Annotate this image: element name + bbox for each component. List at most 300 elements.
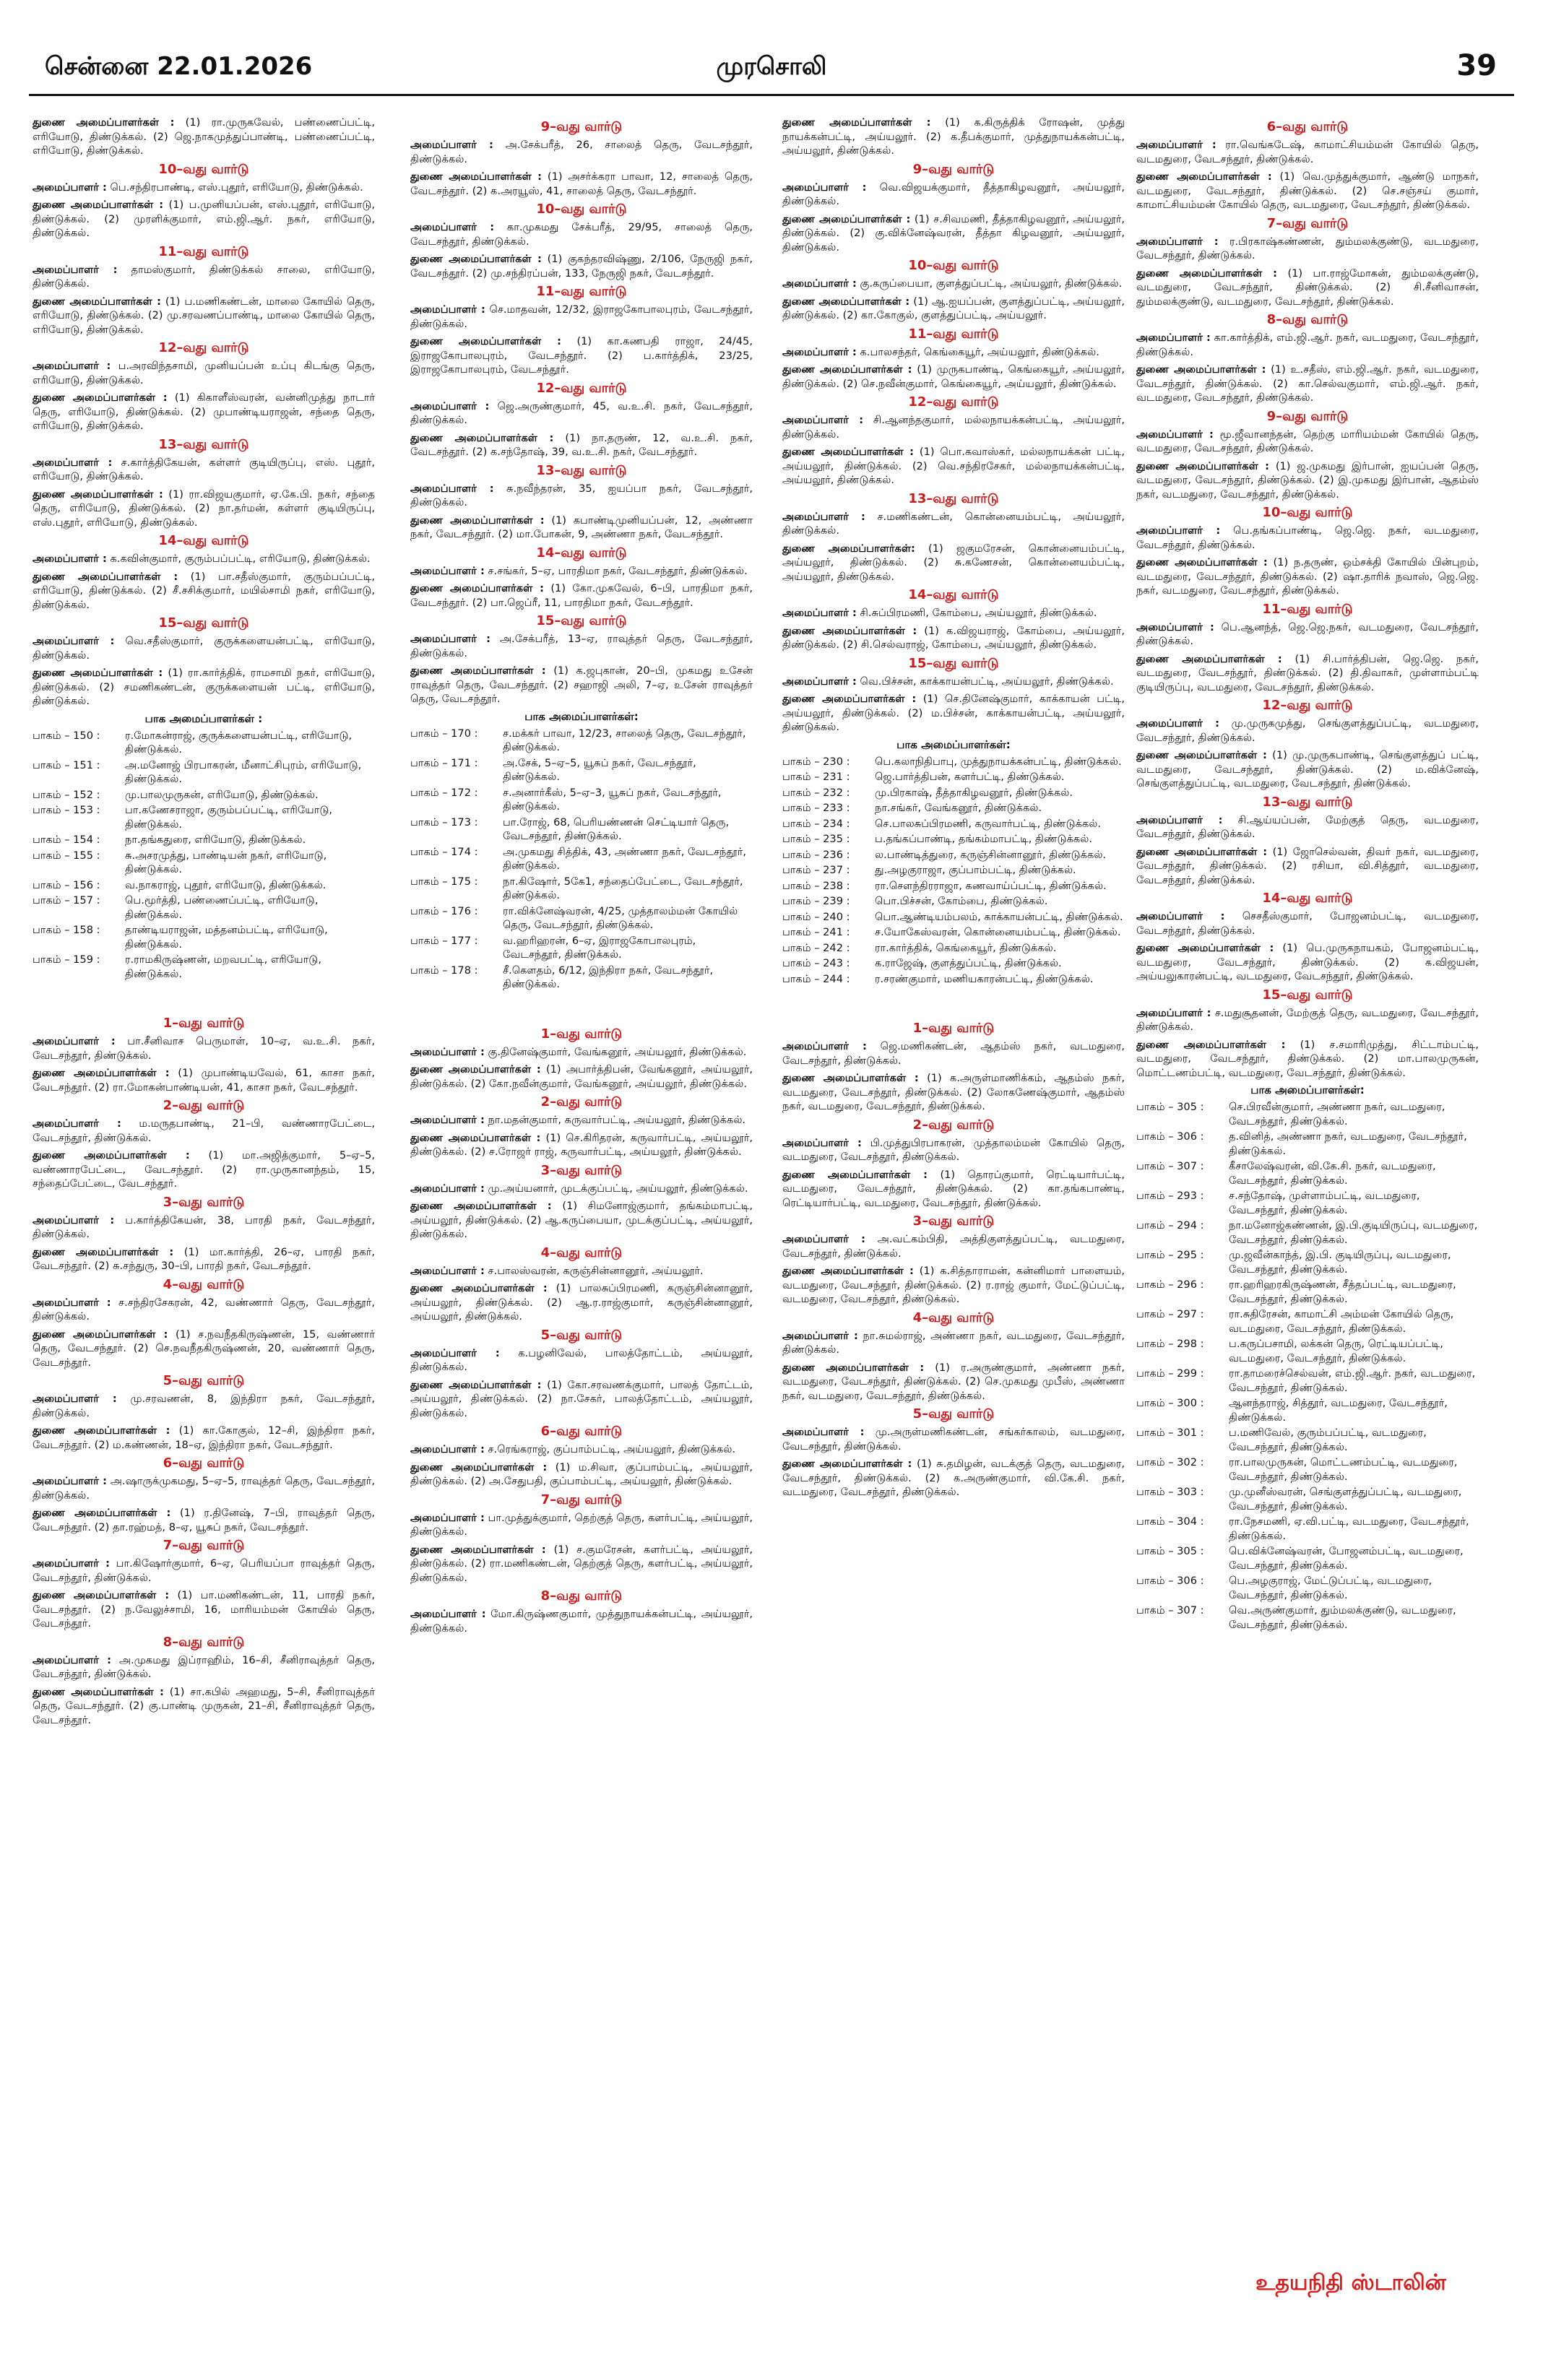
booth-member: மு.பாலமுருகன், எரியோடு, திண்டுக்கல். [125, 788, 319, 801]
role-label: அமைப்பாளர் : [782, 1233, 865, 1245]
office-bearer-entry [33, 456, 375, 484]
role-label: அமைப்பாளர் : [33, 635, 115, 647]
booth-member: செ.பிரவீன்குமார், அண்ணா நகர், வடமதுரை, வேடசந்தூர், திண்டுக்கல். [1229, 1101, 1445, 1128]
role-label: துணை அமைப்பாளர்கள் : [782, 116, 931, 129]
role-label: துணை அமைப்பாளர்கள் : [33, 488, 163, 501]
role-label: துணை அமைப்பாளர்கள் : [1136, 459, 1269, 472]
booth-number: பாகம் – 296 : [1136, 1278, 1204, 1291]
role-label: அமைப்பாளர் : [1136, 332, 1211, 344]
booth-number: பாகம் – 175 : [410, 875, 478, 888]
role-label: துணை அமைப்பாளர்கள் : [410, 1200, 552, 1212]
member-details: (1) மா.கார்த்தி, 26–ஏ, பாரதி நகர், வேடசந்தூர். (2) சு.சந்துரு, 30–பி, பாரதி நகர், வேடசந்தூர். [33, 1245, 375, 1272]
office-bearer-entry [410, 581, 753, 610]
ward-heading: 11–வது வார்டு [1262, 601, 1353, 617]
member-details: பெ.சந்திரபாண்டி, எஸ்.புதூர், எரியோடு, திண்டுக்கல். [110, 181, 363, 194]
booth-member: ச.யோகேஸ்வரன், கொன்னையம்பட்டி, திண்டுக்கல். [875, 926, 1121, 938]
office-bearer-entry [410, 252, 753, 280]
role-label: துணை அமைப்பாளர்கள் : [1136, 363, 1266, 376]
column-4 [1136, 116, 1479, 2297]
member-details: (1) ந.தருண், ஒம்சக்தி கோயில் பின்புறம், வடமதுரை, வேடசந்தூர், திண்டுக்கல். (2) ஷா.தாரிக் நவாஸ், ஜெ.ஜெ. நகர், வடமதுரை, வேடசந்தூர், திண்டுக்கல். [1136, 556, 1479, 597]
booth-entry [1136, 1574, 1479, 1602]
office-bearer-entry [1136, 555, 1479, 598]
office-bearer-entry [410, 482, 753, 510]
role-label: துணை அமைப்பாளர்கள் : [410, 431, 554, 444]
member-details: செசதீஸ்குமார், போஜனம்பட்டி, வடமதுரை, வேடசந்தூர், திண்டுக்கல். [1136, 910, 1479, 937]
office-bearer-entry [1136, 748, 1479, 791]
role-label: துணை அமைப்பாளர்கள் : [410, 665, 546, 677]
role-label: அமைப்பாளர் : [1136, 428, 1214, 441]
ward-heading: 11–வது வார்டு [536, 284, 627, 299]
member-details: (1) ர.தினேஷ், 7–பி, ராவுத்தர் தெரு, வேடசந்தூர். (2) தா.ரஹ்மத், 8–ஏ, யூசுப் நகர், வேடசந்தூர். [33, 1507, 375, 1533]
member-details: மு.அருள்மணிகண்டன், சங்கர்காலம், வடமதுரை, வேடசந்தூர், திண்டுக்கல். [782, 1426, 1125, 1453]
booth-number: பாகம் – 243 : [782, 957, 850, 969]
role-label: துணை அமைப்பாளர்கள் : [33, 295, 161, 308]
member-details: சி.ஆய்யப்பன், மேற்குத் தெரு, வடமதுரை, வேடசந்தூர், திண்டுக்கல். [1136, 813, 1479, 840]
member-details: ப.அரவிந்தசாமி, முனியப்பன் உப்பு கிடங்கு தெரு, எரியோடு, திண்டுக்கல். [33, 360, 375, 386]
ward-heading: 14–வது வார்டு [158, 533, 249, 548]
booth-entry [782, 863, 1125, 878]
office-bearer-entry [782, 1136, 1125, 1164]
member-details: (1) முபாண்டியவேல், 61, காசா நகர், வேடசந்தூர். (2) ரா.மோகன்பாண்டியன், 41, காசா நகர், வேடசந்தூர். [33, 1067, 375, 1094]
member-details: (1) ஜோசெல்வன், திவர் நகர், வடமதுரை, வேடசந்தூர், திண்டுக்கல். (2) ரசியா, வி.சித்தூர், வடமதுரை, வேடசந்தூர், திண்டுக்கல். [1136, 845, 1479, 886]
member-details: (1) ச.சமாரிமுத்து, சிட்டாம்பட்டி, வடமதுரை, வேடசந்தூர், திண்டுக்கல். (2) மா.பாலமுருகன், மொட்டணம்பட்டி, வடமதுரை, வேடசந்தூர், திண்டுக்கல். [1136, 1038, 1479, 1079]
member-details: தாமஸ்குமார், திண்டுக்கல் சாலை, எரியோடு, திண்டுக்கல். [33, 263, 375, 290]
member-details: அ.வட்கம்பிதி, அத்திகுளத்துப்பட்டி, வடமதுரை, வேடசந்தூர், திண்டுக்கல். [782, 1233, 1125, 1260]
role-label: துணை அமைப்பாளர்கள் : [33, 1067, 170, 1079]
office-bearer-entry [1136, 652, 1479, 695]
ward-heading: 3–வது வார்டு [540, 1162, 623, 1178]
role-label: அமைப்பாளர் : [33, 553, 107, 565]
member-details: ச.ரெங்கராஜ், குப்பாம்பட்டி, அய்யலூர், திண்டுக்கல். [488, 1443, 736, 1455]
role-label: அமைப்பாளர் : [410, 633, 491, 645]
ward-heading: 7–வது வார்டு [1266, 215, 1349, 231]
booth-member: பா.ரோஜ், 68, பெரியண்ணன் செட்டியார் தெரு, வேடசந்தூர், திண்டுக்கல். [503, 815, 730, 842]
office-bearer-entry [33, 1424, 375, 1452]
booth-number: பாகம் – 159 : [33, 953, 100, 966]
role-label: அமைப்பாளர் : [782, 345, 857, 358]
booth-member: த.வினித், அண்ணா நகர், வடமதுரை, வேடசந்தூர், திண்டுக்கல். [1229, 1130, 1467, 1157]
member-details: ச.மதுசூதனன், மேற்குத் தெரு, வடமதுரை, வேடசந்தூர், திண்டுக்கல். [1136, 1006, 1479, 1033]
booth-number: பாகம் – 242 : [782, 941, 850, 954]
member-details: வெ.விஜயக்குமார், தீத்தாகிழவனூர், அய்யலூர், திண்டுக்கல். [782, 181, 1125, 207]
booth-member: க.ராஜேஷ், குளத்துப்பட்டி, திண்டுக்கல். [875, 957, 1062, 969]
member-details: அ.ஷாருக்முகமது, 5–ஏ–5, ராவுத்தர் தெரு, வேடசந்தூர், திண்டுக்கல். [33, 1475, 375, 1502]
booth-entry [782, 910, 1125, 925]
office-bearer-entry [410, 1045, 753, 1060]
booth-member: ர.சரண்குமார், மணியகாரன்பட்டி, திண்டுக்கல். [875, 972, 1094, 985]
role-label: துணை அமைப்பாளர்கள் : [33, 1149, 190, 1161]
role-label: அமைப்பாளர் : [33, 1213, 115, 1226]
office-bearer-entry [782, 606, 1125, 620]
booth-number: பாகம் – 178 : [410, 964, 478, 977]
role-label: அமைப்பாளர் : [782, 1136, 862, 1149]
office-bearer-entry [33, 1117, 375, 1145]
booth-entry [1136, 1455, 1479, 1484]
booth-member: ச.அனார்கீஸ், 5–ஏ–3, யூசுப் நகர், வேடசந்தூர், திண்டுக்கல். [503, 786, 722, 813]
booth-entry [1136, 1130, 1479, 1158]
role-label: அமைப்பாளர் : [33, 1117, 121, 1130]
office-bearer-entry [782, 277, 1125, 291]
office-bearer-entry [33, 1148, 375, 1191]
booth-entry [410, 845, 753, 873]
booth-entry [1136, 1396, 1479, 1424]
booth-member: மு.பிரகாஷ், தீத்தாகிழவனூர், திண்டுக்கல். [875, 786, 1073, 799]
booth-number: பாகம் – 233 : [782, 802, 850, 814]
role-label: அமைப்பாளர் : [410, 564, 485, 577]
role-label: துணை அமைப்பாளர்கள் : [33, 1424, 170, 1437]
booth-number: பாகம் – 306 : [1136, 1130, 1204, 1143]
booth-member: சு.அசரமுத்து, பாண்டியன் நகர், எரியோடு, திண்டுக்கல். [125, 849, 327, 875]
role-label: அமைப்பாளர் : [1136, 1006, 1211, 1019]
booth-entry [410, 904, 753, 932]
booth-entry [1136, 1278, 1479, 1306]
booth-number: பாகம் – 238 : [782, 879, 850, 892]
member-details: (1) க.ஜபுகான், 20–பி, முகமது உசேன் ராவுத்தர் தெரு, வேடசந்தூர். (2) சஹாஜி அலி, 7–ஏ, உசேன் ராவுத்தர் தெரு, வேடசந்தூர். [410, 665, 753, 705]
member-details: கு.தினேஷ்குமார், வேங்கனூர், அய்யலூர், திண்டுக்கல். [488, 1045, 747, 1058]
member-details: க.பழனிவேல், பாலத்தோட்டம், அய்யலூர், திண்டுக்கல். [410, 1346, 753, 1373]
role-label: துணை அமைப்பாளர்கள் : [782, 693, 917, 705]
ward-heading: 15–வது வார்டு [536, 613, 627, 628]
role-label: துணை அமைப்பாளர்கள்: [782, 542, 915, 555]
booth-number: பாகம் – 158 : [33, 924, 100, 936]
booth-number: பாகம் – 232 : [782, 786, 850, 799]
member-details: (1) ரா.விஜயகுமார், ஏ.கே.பி. நகர், சந்தை தெரு, எரியோடு, திண்டுக்கல். (2) நா.தர்மன், கள்ளர் குடியிருப்பு, எஸ்.புதூர், எரியோடு, திண்டுக்கல். [33, 488, 375, 529]
office-bearer-entry [33, 1474, 375, 1502]
role-label: அமைப்பாளர் : [33, 1035, 116, 1047]
ward-heading: 9–வது வார்டு [1266, 408, 1349, 424]
booth-entry [1136, 1159, 1479, 1187]
role-label: துணை அமைப்பாளர்கள் : [782, 363, 912, 376]
role-label: துணை அமைப்பாளர்கள் : [1136, 749, 1267, 761]
booth-member: நா.சங்கர், வேங்கனூர், திண்டுக்கல். [875, 802, 1042, 814]
booth-number: பாகம் – 234 : [782, 817, 850, 830]
office-bearer-entry [410, 1264, 753, 1278]
member-details: ரா.வெங்கடேஷ், காமாட்சியம்மன் கோயில் தெரு, வடமதுரை, வேடசந்தூர், திண்டுக்கல். [1136, 139, 1479, 165]
booth-number: பாகம் – 305 : [1136, 1545, 1204, 1557]
booth-member: ப.கருப்பசாமி, லக்கன் தெரு, ரெட்டியப்பட்டி, வடமதுரை, வேடசந்தூர், திண்டுக்கல். [1229, 1338, 1443, 1364]
booth-number: பாகம் – 154 : [33, 834, 100, 846]
office-bearer-entry [33, 666, 375, 709]
office-bearer-entry [410, 1461, 753, 1489]
booth-member: ப.மணிவேல், குரும்பப்பட்டி, வடமதுரை, வேடசந்தூர், திண்டுக்கல். [1229, 1427, 1427, 1453]
booth-member: ரா.சுதிரேசன், காமாட்சி அம்மன் கோயில் தெரு, வடமதுரை, வேடசந்தூர், திண்டுக்கல். [1229, 1308, 1454, 1335]
office-bearer-entry [782, 363, 1125, 391]
office-bearer-entry [1136, 909, 1479, 938]
ward-heading: 6–வது வார்டு [1266, 119, 1349, 134]
office-bearer-entry [33, 359, 375, 387]
ward-heading: 6–வது வார்டு [540, 1424, 623, 1439]
ward-heading: 8–வது வார்டு [1266, 312, 1349, 327]
office-bearer-entry [410, 1511, 753, 1539]
ward-heading: 12–வது வார்டு [158, 340, 249, 355]
office-bearer-entry [782, 1361, 1125, 1403]
office-bearer-entry [33, 1392, 375, 1420]
booth-number: பாகம் – 306 : [1136, 1575, 1204, 1587]
ward-heading: 2–வது வார்டு [912, 1117, 995, 1133]
member-details: (1) கோ.சரவணக்குமார், பாலத் தோட்டம், அய்யலூர், திண்டுக்கல். (2) நா.சேகர், பாலத்தோட்டம், அய்யலூர், திண்டுக்கல். [410, 1378, 753, 1419]
office-bearer-entry [1136, 717, 1479, 745]
booth-member: ரா.நேசமணி, ஏ.வி.பட்டி, வடமதுரை, வேடசந்தூர், திண்டுக்கல். [1229, 1515, 1469, 1542]
page-header [29, 43, 1514, 96]
member-details: (1) செ.தினேஷ்குமார், காக்காயன் பட்டி, அய்யலூர், திண்டுக்கல். (2) ம.பிச்சன், காக்காயன்பட்டி, அய்யலூர், திண்டுக்கல். [782, 693, 1125, 733]
role-label: துணை அமைப்பாளர்கள் : [410, 1461, 548, 1474]
office-bearer-entry [1136, 1006, 1479, 1034]
office-bearer-entry [33, 181, 375, 195]
role-label: அமைப்பாளர் : [410, 482, 494, 495]
office-bearer-entry [410, 1199, 753, 1242]
role-label: அமைப்பாளர் : [1136, 717, 1219, 730]
office-bearer-entry [782, 212, 1125, 255]
member-details: ப.கார்த்திகேயன், 38, பாரதி நகர், வேடசந்தூர், திண்டுக்கல். [33, 1213, 375, 1240]
office-bearer-entry [33, 263, 375, 291]
role-label: துணை அமைப்பாளர்கள் : [410, 1282, 548, 1294]
member-details: கு.கருப்பையா, குளத்துப்பட்டி, அய்யலூர், திண்டுக்கல். [860, 277, 1123, 290]
role-label: அமைப்பாளர் : [1136, 910, 1225, 922]
role-label: துணை அமைப்பாளர்கள் : [782, 1458, 912, 1470]
booth-member: ச.சந்தோஷ், முள்ளாம்பட்டி, வடமதுரை, வேடசந்தூர், திண்டுக்கல். [1229, 1190, 1420, 1216]
member-details: (1) ஆ.ஐயப்பன், குளத்துப்பட்டி, அய்யலூர், திண்டுக்கல். (2) கா.கோகுல், குளத்துப்பட்டி, அய்யலூர். [782, 295, 1125, 321]
office-bearer-entry [33, 634, 375, 662]
ward-heading: 11–வது வார்டு [908, 326, 999, 342]
member-details: ச.சங்கர், 5–ஏ, பாரதிமா நகர், வேடசந்தூர், திண்டுக்கல். [488, 564, 748, 577]
ward-heading: 7–வது வார்டு [163, 1538, 245, 1553]
office-bearer-entry [782, 413, 1125, 441]
member-details: ச.மணிகண்டன், கொன்னையம்பட்டி, அய்யலூர், திண்டுக்கல். [782, 510, 1125, 537]
booth-number: பாகம் – 307 : [1136, 1160, 1204, 1172]
member-details: (1) ச.சிவமணி, தீத்தாகிழவனூர், அய்யலூர், திண்டுக்கல். (2) கு.விக்னேஷ்வரன், தீத்தா கிழவனூர், அய்யலூர், திண்டுக்கல். [782, 212, 1125, 254]
office-bearer-entry [410, 1607, 753, 1635]
booth-entry [33, 878, 375, 893]
booth-number: பாகம் – 171 : [410, 756, 478, 769]
member-details: (1) சிமனோஜ்குமார், தங்கம்மாபட்டி, அய்யலூர், திண்டுக்கல். (2) ஆ.கருப்பையா, முடக்குப்பட்டி, அய்யலூர், திண்டுக்கல். [410, 1200, 753, 1240]
office-bearer-entry [410, 334, 753, 377]
office-bearer-entry [782, 675, 1125, 689]
member-details: நா.சுமல்ராஜ், அண்ணா நகர், வடமதுரை, வேடசந்தூர், திண்டுக்கல். [782, 1329, 1125, 1356]
member-details: அ.சேக்பரீத், 13–ஏ, ராவுத்தர் தெரு, வேடசந்தூர், திண்டுக்கல். [410, 633, 753, 659]
office-bearer-entry [33, 1328, 375, 1370]
booth-number: பாகம் – 237 : [782, 864, 850, 876]
role-label: அமைப்பாளர் : [782, 607, 857, 619]
office-bearer-entry [410, 664, 753, 706]
office-bearer-entry [33, 1213, 375, 1242]
role-label: அமைப்பாளர் : [33, 1475, 107, 1487]
role-label: அமைப்பாளர் : [33, 360, 111, 372]
member-details: பெ.தங்கப்பாண்டி, ஜெ.ஜெ. நகர், வடமதுரை, வேடசந்தூர், திண்டுக்கல். [1136, 524, 1479, 551]
booth-member: சீ.கௌதம், 6/12, இந்திரா நகர், வேடசந்தூர், திண்டுக்கல். [503, 964, 714, 990]
booth-number: பாகம் – 172 : [410, 786, 478, 799]
role-label: துணை அமைப்பாளர்கள் : [1136, 1038, 1286, 1051]
booth-entry [1136, 1337, 1479, 1365]
role-label: அமைப்பாளர் : [33, 456, 113, 469]
booth-section-heading: பாக அமைப்பாளர்கள்: [524, 709, 639, 723]
member-details: (1) பெ.முருகநாயகம், போஜனம்பட்டி, வடமதுரை, வேடசந்தூர், திண்டுக்கல். (2) க.விஜயன், அய்யலுகாரன்பட்டி, வடமதுரை, வேடசந்தூர், திண்டுக்கல். [1136, 942, 1479, 982]
role-label: அமைப்பாளர் : [782, 1329, 858, 1342]
booth-number: பாகம் – 241 : [782, 926, 850, 938]
ward-heading: 10–வது வார்டு [158, 161, 249, 177]
role-label: அமைப்பாளர் : [33, 263, 118, 276]
role-label: அமைப்பாளர் : [410, 1443, 485, 1455]
member-details: (1) கோ.முகவேல், 6–பி, பாரதிமா நகர், வேடசந்தூர். (2) பா.ஜெப்ரீ, 11, பாரதிமா நகர், வேடசந்தூர். [410, 582, 753, 609]
booth-number: பாகம் – 239 : [782, 895, 850, 907]
role-label: துணை அமைப்பாளர்கள் : [782, 295, 910, 308]
booth-number: பாகம் – 173 : [410, 815, 478, 828]
role-label: அமைப்பாளர் : [782, 414, 864, 426]
booth-number: பாகம் – 295 : [1136, 1249, 1204, 1261]
booth-number: பாகம் – 151 : [33, 758, 100, 771]
member-details: ச.பாலஸ்வரன், கருஞ்சின்னானூர், அய்யலூர். [488, 1264, 704, 1277]
office-bearer-entry [782, 1329, 1125, 1357]
role-label: துணை அமைப்பாளர்கள் : [33, 391, 168, 404]
ward-heading: 3–வது வார்டு [912, 1213, 995, 1229]
booth-entry [410, 756, 753, 784]
office-bearer-entry [33, 295, 375, 337]
booth-number: பாகம் – 231 : [782, 771, 850, 783]
booth-entry [410, 727, 753, 755]
booth-entry [782, 956, 1125, 971]
office-bearer-entry [782, 295, 1125, 323]
member-details: (1) சி.பார்த்திபன், ஜெ.ஜெ. நகர், வடமதுரை, வேடசந்தூர், திண்டுக்கல். (2) தி.திவாகர், முள்ளாம்பட்டி குடியிருப்பு, வடமதுரை, வேடசந்தூர், திண்டுக்கல். [1136, 652, 1479, 693]
role-label: அமைப்பாளர் : [410, 139, 493, 151]
booth-entry [33, 788, 375, 802]
booth-member: வ.நாகராஜ், புதூர், எரியோடு, திண்டுக்கல். [125, 878, 327, 891]
role-label: துணை அமைப்பாளர்கள் : [33, 1685, 164, 1698]
role-label: அமைப்பாளர் : [782, 181, 867, 194]
role-label: துணை அமைப்பாளர்கள் : [782, 1168, 928, 1181]
office-bearer-entry [1136, 428, 1479, 456]
member-details: (1) மா.அஜித்குமார், 5–ஏ–5, வண்ணாரபேட்டை, வேடசந்தூர். (2) ரா.முருகானந்தம், 15, சந்தைப்பேட்டை, வேடசந்தூர். [33, 1149, 375, 1190]
booth-section-heading: பாக அமைப்பாளர்கள்: [896, 737, 1011, 751]
booth-member: பெ.அழகுராஜ், மேட்டுப்பட்டி, வடமதுரை, வேடசந்தூர், திண்டுக்கல். [1229, 1575, 1432, 1601]
member-details: (1) வெ.முத்துக்குமார், ஆண்டு மாநகர், வடமதுரை, வேடசந்தூர், திண்டுக்கல். (2) செ.சஞ்சய் குமார், காமாட்சியம்மன் கோயில் தெரு, வடமதுரை, வேடசந்தூர், திண்டுக்கல். [1136, 170, 1479, 211]
booth-number: பாகம் – 157 : [33, 894, 100, 906]
office-bearer-entry [410, 1281, 753, 1324]
role-label: அமைப்பாளர் : [1136, 620, 1214, 633]
member-details: ர.பிரகாஷ்கண்ணன், தும்மலக்குண்டு, வடமதுரை, வேடசந்தூர், திண்டுக்கல். [1136, 235, 1479, 261]
column-3 [782, 116, 1125, 2297]
booth-entry [782, 848, 1125, 862]
role-label: அமைப்பாளர் : [410, 1182, 485, 1195]
member-details: சி.ஆனந்தகுமார், மல்லநாயக்கன்பட்டி, அய்யலூர், திண்டுக்கல். [782, 414, 1125, 441]
member-details: (1) ர.அருண்குமார், அண்ணா நகர், வடமதுரை, வேடசந்தூர், திண்டுக்கல். (2) செ.முகமது முபீஸ், அண்ணா நகர், வடமதுரை, வேடசந்தூர், திண்டுக்கல். [782, 1361, 1125, 1402]
member-details: (1) ப.முனியப்பன், எஸ்.புதூர், எரியோடு, திண்டுக்கல். (2) முரளிக்குமார், எம்.ஜி.ஆர். நகர், எரியோடு, திண்டுக்கல். [33, 199, 375, 239]
role-label: துணை அமைப்பாளர்கள் : [410, 582, 544, 594]
booth-number: பாகம் – 230 : [782, 755, 850, 768]
role-label: அமைப்பாளர் : [410, 1114, 485, 1126]
role-label: துணை அமைப்பாளர்கள் : [782, 446, 914, 458]
member-details: சு.நவீந்தரன், 35, ஐயப்பா நகர், வேடசந்தூர், திண்டுக்கல். [410, 482, 753, 509]
member-details: (1) கிகாளீஸ்வரன், வன்னிமுத்து நாடார் தெரு, எரியோடு, திண்டுக்கல். (2) முபாண்டியராஜன், சந்தை தெரு, எரியோடு, திண்டுக்கல். [33, 391, 375, 432]
booth-entry [410, 964, 753, 992]
role-label: அமைப்பாளர் : [782, 277, 857, 290]
ward-heading: 15–வது வார்டு [908, 655, 999, 671]
newspaper-name: முரசொலி [716, 52, 827, 81]
member-details: (1) செ.கிரிதரன், கருவார்பட்டி, அய்யலூர், திண்டுக்கல். (2) ச.ரோஜர் ராஜ், கருவார்பட்டி, அய்யலூர், திண்டுக்கல். [410, 1131, 753, 1158]
member-details: வெ.பிச்சன், காக்காயன்பட்டி, அய்யலூர், திண்டுக்கல். [860, 675, 1114, 688]
member-details: (1) ரா.கார்த்திக், ராமசாமி நகர், எரியோடு, திண்டுக்கல். (2) சமணிகண்டன், குருக்களையன் பட்டி, எரியோடு, திண்டுக்கல். [33, 667, 375, 707]
booth-member: அ.சேக், 5–ஏ–5, யூசுப் நகர், வேடசந்தூர், திண்டுக்கல். [503, 756, 696, 783]
office-bearer-entry [782, 1071, 1125, 1114]
role-label: அமைப்பாளர் : [33, 1393, 117, 1405]
role-label: அமைப்பாளர் : [410, 303, 485, 316]
column-1 [33, 116, 375, 2297]
office-bearer-entry [33, 570, 375, 613]
role-label: துணை அமைப்பாளர்கள் : [782, 1265, 914, 1277]
booth-number: பாகம் – 240 : [782, 910, 850, 923]
booth-member: கீசாலேஷ்வரன், வி.கே.சி. நகர், வடமதுரை, வேடசந்தூர், திண்டுக்கல். [1229, 1160, 1436, 1187]
ward-heading: 12–வது வார்டு [908, 394, 999, 410]
member-details: (1) அபார்த்திபன், வேங்கனூர், அய்யலூர், திண்டுக்கல். (2) கோ.நவீன்குமார், வேங்கனூர், அய்யலூர், திண்டுக்கல். [410, 1063, 753, 1090]
booth-member: மு.ஜவீன்காந்த், இ.பி. குடியிருப்பு, வடமதுரை, வேடசந்தூர், திண்டுக்கல். [1229, 1249, 1451, 1276]
office-bearer-entry [33, 488, 375, 530]
booth-entry [782, 755, 1125, 769]
role-label: அமைப்பாளர் : [33, 1296, 111, 1309]
booth-member: ச.மக்கர் பாவா, 12/23, சாலைத் தெரு, வேடசந்தூர், திண்டுக்கல். [503, 727, 746, 753]
member-details: (1) ம.சிவா, குப்பாம்பட்டி, அய்யலூர், திண்டுக்கல். (2) அ.சேதுபதி, குப்பாம்பட்டி, அய்யலூர், திண்டுக்கல். [410, 1461, 753, 1487]
ward-heading: 12–வது வார்டு [536, 380, 627, 396]
booth-member: நா.கிஷோர், 5கே1, சந்தைப்பேட்டை, வேடசந்தூர், திண்டுக்கல். [503, 875, 743, 901]
booth-number: பாகம் – 302 : [1136, 1456, 1204, 1468]
role-label: துணை அமைப்பாளர்கள் : [410, 1131, 541, 1144]
office-bearer-entry [410, 1063, 753, 1091]
booth-number: பாகம் – 174 : [410, 845, 478, 858]
role-label: துணை அமைப்பாளர்கள் : [1136, 556, 1268, 568]
member-details: (1) க.சித்தாராமன், கன்னிமார் பாளையம், வடமதுரை, வேடசந்தூர், திண்டுக்கல். (2) ர.ராஜ் குமார், மேட்டுப்பட்டி, வடமதுரை, வேடசந்தூர், திண்டுக்கல். [782, 1265, 1125, 1305]
booth-entry [1136, 1307, 1479, 1336]
role-label: துணை அமைப்பாளர்கள் : [33, 570, 178, 583]
ward-heading: 3–வது வார்டு [163, 1194, 245, 1210]
booth-entry [782, 786, 1125, 800]
booth-member: நா.தங்கதுரை, எரியோடு, திண்டுக்கல். [125, 834, 306, 846]
member-details: (1) ஜகுமரேசன், கொன்னையம்பட்டி, அய்யலூர், திண்டுக்கல். (2) சு.கணேசன், கொன்னையம்பட்டி, அய்யலூர், திண்டுக்கல். [782, 542, 1125, 583]
member-details: வெ.சதீஸ்குமார், குருக்களையன்பட்டி, எரியோடு, திண்டுக்கல். [33, 635, 375, 662]
booth-number: பாகம் – 244 : [782, 972, 850, 985]
member-details: பெ.ஆனந்த், ஜெ.ஜெ.நகர், வடமதுரை, வேடசந்தூர், திண்டுக்கல். [1136, 620, 1479, 647]
booth-entry [33, 758, 375, 787]
member-details: (1) க.விஜயராஜ், கோம்பை, அய்யலூர், திண்டுக்கல். (2) சி.செல்வராஜ், கோம்பை, அய்யலூர், திண்டுக்கல். [782, 624, 1125, 651]
booth-entry [1136, 1248, 1479, 1276]
booth-entry [782, 972, 1125, 987]
office-bearer-entry [410, 1346, 753, 1375]
office-bearer-entry [782, 510, 1125, 538]
booth-number: பாகம் – 150 : [33, 729, 100, 742]
office-bearer-entry [782, 624, 1125, 652]
role-label: துணை அமைப்பாளர்கள் : [33, 116, 175, 129]
booth-member: பொ.ஆண்டியம்பலம், காக்காயன்பட்டி, திண்டுக்கல். [875, 910, 1123, 923]
office-bearer-entry [33, 1653, 375, 1682]
office-bearer-entry [33, 391, 375, 433]
member-details: (1) கா.கணபதி ராஜா, 24/45, இராஜகோபாலபுரம், வேடசந்தூர். (2) ப.கார்த்திக், 23/25, இராஜகோபாலபுரம், வேடசந்தூர். [410, 335, 753, 376]
member-details: ஜெ.அருண்குமார், 45, வ.உ.சி. நகர், வேடசந்தூர், திண்டுக்கல். [410, 399, 753, 426]
booth-member: ரா.ஹரிஹரகிருஷ்ணன், சீத்தப்பட்டி, வடமதுரை, வேடசந்தூர், திண்டுக்கல். [1229, 1278, 1456, 1305]
office-bearer-entry [33, 1066, 375, 1094]
role-label: அமைப்பாளர் : [410, 399, 490, 412]
ward-heading: 8–வது வார்டு [163, 1634, 245, 1650]
role-label: துணை அமைப்பாளர்கள் : [782, 1072, 919, 1084]
booth-entry [1136, 1367, 1479, 1395]
role-label: துணை அமைப்பாளர்கள் : [410, 514, 545, 527]
ward-heading: 7–வது வார்டு [540, 1492, 623, 1507]
page-number: 39 [1456, 49, 1497, 82]
office-bearer-entry [1136, 138, 1479, 166]
ward-heading: 5–வது வார்டு [540, 1327, 623, 1343]
ward-heading: 13–வது வார்டு [1262, 794, 1353, 810]
ward-heading: 9–வது வார்டு [540, 119, 623, 134]
role-label: அமைப்பாளர் : [33, 181, 107, 194]
booth-section-heading: பாக அமைப்பாளர்கள்: [1250, 1083, 1365, 1096]
office-bearer-entry [1136, 267, 1479, 309]
member-details: (1) ஜ.முகமது இர்பான், ஐயப்பன் தெரு, வடமதுரை, வேடசந்தூர், திண்டுக்கல். (2) இ.முகமது இர்பான், ஆதம்ஸ் நகர், வடமதுரை, வேடசந்தூர், திண்டுக்கல். [1136, 459, 1479, 501]
booth-entry [782, 894, 1125, 909]
